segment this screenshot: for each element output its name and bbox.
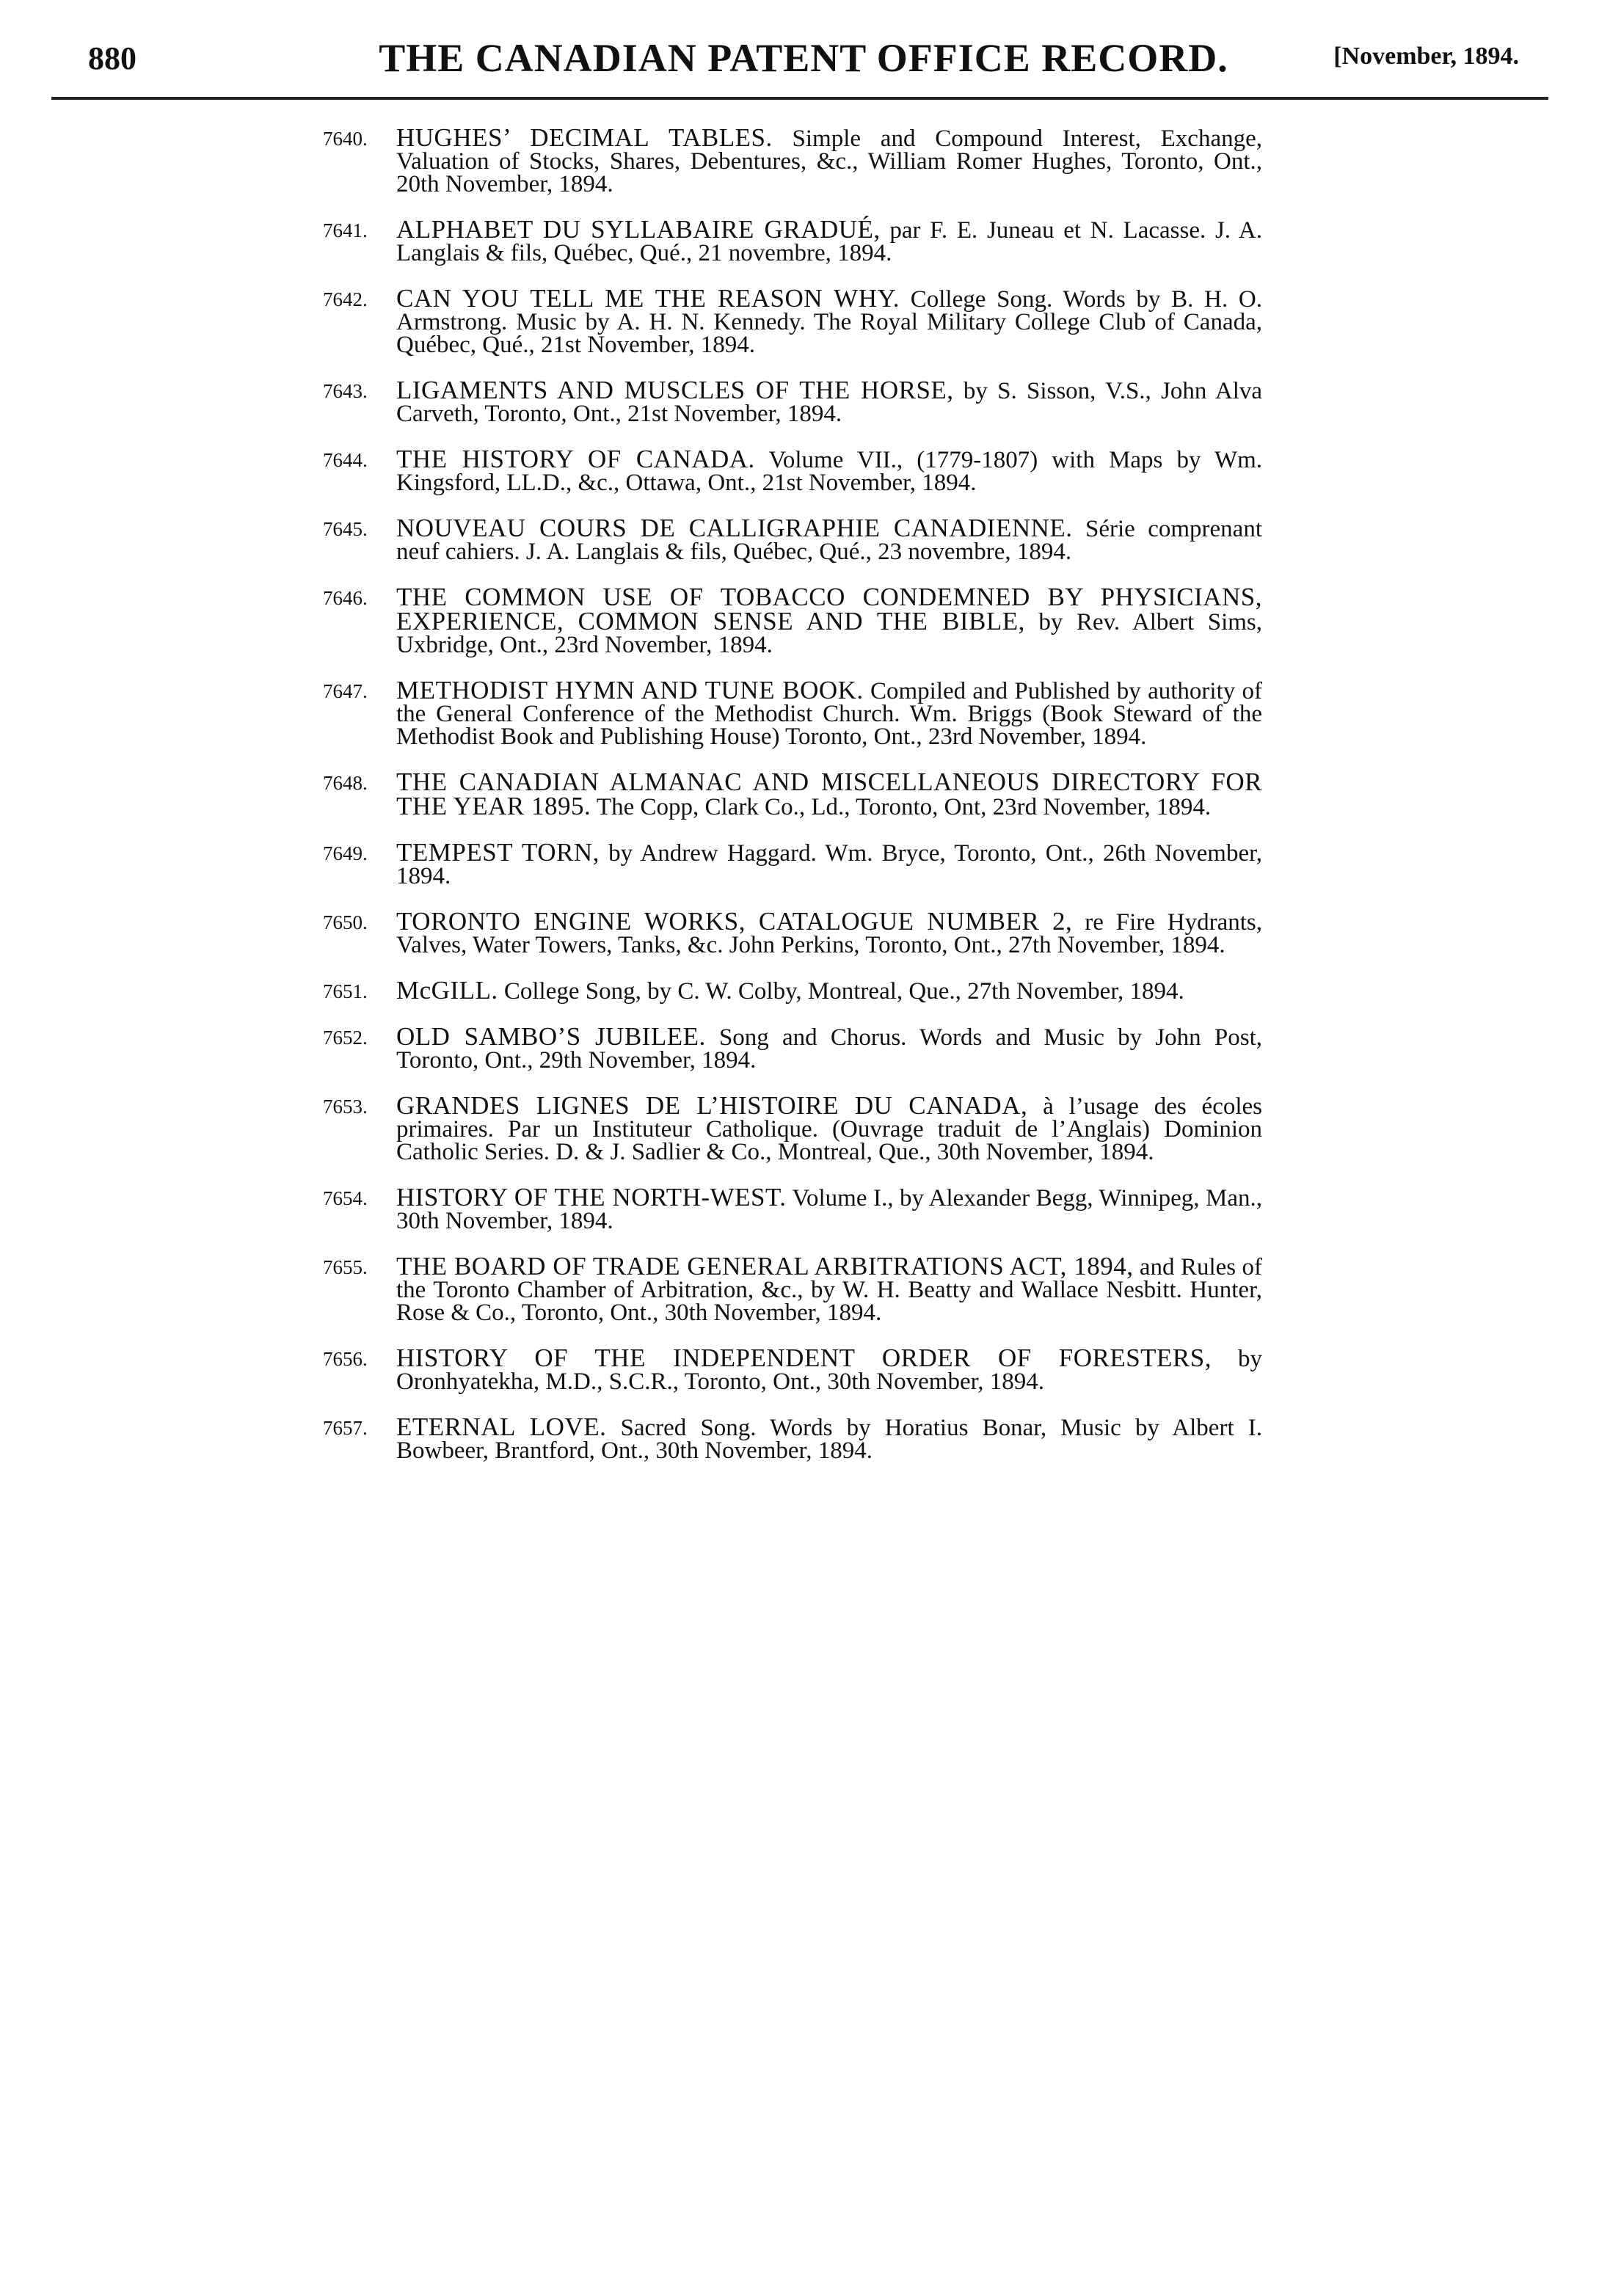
list-item [323,770,1262,819]
entry-title: HISTORY OF THE NORTH-WEST. [396,1183,787,1211]
list-item [323,1252,1262,1326]
entry-number: 7651. [323,980,368,1002]
entry-title: LIGAMENTS AND MUSCLES OF THE HORSE, [396,376,954,404]
entry-number: 7654. [323,1187,368,1209]
page-header [88,29,1519,81]
list-item [323,284,1263,358]
entry-description: Volume I., by Alexander Begg, Winnipeg, Man., 30th November, 1894. [396,1185,1262,1234]
entry-title: THE COMMON USE OF TOBACCO CONDEMNED BY PHYSICIANS, EXPERIENCE, COMMON SENSE AND THE BIBLE, [396,583,1262,635]
entry-number: 7647. [323,680,368,702]
entry-title: THE BOARD OF TRADE GENERAL ARBITRATIONS ACT, 1894, [396,1252,1134,1280]
entry-description: Compiled and Published by authority of the General Conference of the Methodist Church. Wm. Briggs (Book Steward of the Methodist Book and Publishing House) Toronto, Ont., 23rd November, 1894. [396,678,1263,750]
issue-date: [November, 1894. [1333,43,1519,70]
page-number: 880 [88,40,136,76]
entry-description: College Song. Words by B. H. O. Armstrong. Music by A. H. N. Kennedy. The Royal Military College Club of Canada, Québec, Qué., 21st November, 1894. [396,286,1263,358]
entry-description: College Song, by C. W. Colby, Montreal, Que., 27th November, 1894. [503,978,1184,1005]
entry-title: CAN YOU TELL ME THE REASON WHY. [396,284,900,313]
entry-number: 7655. [323,1256,368,1278]
entry-number: 7642. [323,288,368,310]
list-item [323,1415,1262,1462]
entry-description: by Oronhyatekha, M.D., S.C.R., Toronto, Ont., 30th November, 1894. [396,1346,1263,1395]
entry-description: Sacred Song. Words by Horatius Bonar, Music by Albert I. Bowbeer, Brantford, Ont., 30th November, 1894. [396,1415,1263,1464]
entry-title: NOUVEAU COURS DE CALLIGRAPHIE CANADIENNE. [396,514,1073,542]
entry-title: GRANDES LIGNES DE L’HISTOIRE DU CANADA, [396,1091,1028,1120]
entry-number: 7649. [323,842,368,864]
list-item [323,1091,1263,1165]
list-item [323,123,1262,197]
entry-number: 7641. [323,219,368,241]
entry-description: par F. E. Juneau et N. Lacasse. J. A. Langlais & fils, Québec, Qué., 21 novembre, 1894. [396,217,1262,266]
entry-number: 7656. [323,1348,368,1370]
list-item [323,838,1263,889]
list-item [323,1183,1262,1234]
entry-title: ETERNAL LOVE. [396,1413,607,1441]
entry-number: 7644. [323,449,368,471]
entry-title: TORONTO ENGINE WORKS, CATALOGUE NUMBER 2, [396,907,1073,936]
entry-title: THE CANADIAN ALMANAC AND MISCELLANEOUS DIRECTORY FOR THE YEAR 1895. [396,768,1262,820]
entry-number: 7648. [323,772,368,794]
entry-description: The Copp, Clark Co., Ld., Toronto, Ont, 23rd November, 1894. [596,794,1212,820]
list-item [323,907,1262,958]
list-item [323,1346,1262,1393]
entry-number: 7646. [323,587,368,609]
list-item [323,676,1263,750]
entry-number: 7653. [323,1096,368,1118]
entry-title: ALPHABET DU SYLLABAIRE GRADUÉ, [396,215,881,244]
list-item [323,514,1262,565]
list-item [323,376,1263,427]
entry-title: THE HISTORY OF CANADA. [396,445,755,473]
entry-title: McGILL. [396,976,498,1005]
entry-description: and Rules of the Toronto Chamber of Arbitration, &c., by W. H. Beatty and Wallace Nesbitt. Hunter, Rose & Co., Toronto, Ont., 30th November, 1894. [396,1254,1262,1326]
entry-description: by Andrew Haggard. Wm. Bryce, Toronto, Ont., 26th November, 1894. [396,840,1263,889]
entry-description: by Rev. Albert Sims, Uxbridge, Ont., 23rd November, 1894. [396,609,1263,658]
entry-number: 7643. [323,380,368,402]
entry-description: Volume VII., (1779-1807) with Maps by Wm. Kingsford, LL.D., &c., Ottawa, Ont., 21st November, 1894. [396,447,1263,496]
entry-title: OLD SAMBO’S JUBILEE. [396,1022,706,1051]
entry-description: Song and Chorus. Words and Music by John Post, Toronto, Ont., 29th November, 1894. [396,1024,1262,1074]
header-rule [51,97,1548,100]
list-item [323,1022,1262,1074]
list-item [323,215,1262,266]
entry-description: à l’usage des écoles primaires. Par un Instituteur Catholique. (Ouvrage traduit de l’Anglais) Dominion Catholic Series. D. & J. Sadlier & Co., Montreal, Que., 30th November, 1894. [396,1093,1263,1165]
entry-description: Série comprenant neuf cahiers. J. A. Langlais & fils, Québec, Qué., 23 novembre, 1894. [396,516,1262,565]
entry-number: 7652. [323,1027,368,1049]
entry-number: 7640. [323,128,368,150]
entry-number: 7645. [323,518,368,540]
entry-description: by S. Sisson, V.S., John Alva Carveth, Toronto, Ont., 21st November, 1894. [396,378,1263,427]
entry-description: Simple and Compound Interest, Exchange, Valuation of Stocks, Shares, Debentures, &c., William Romer Hughes, Toronto, Ont., 20th November, 1894. [396,125,1262,197]
entry-title: METHODIST HYMN AND TUNE BOOK. [396,676,864,704]
entry-list [323,123,1263,1484]
journal-title: THE CANADIAN PATENT OFFICE RECORD. [379,36,1228,80]
entry-number: 7657. [323,1417,368,1439]
list-item [323,976,1262,1005]
entry-title: TEMPEST TORN, [396,838,600,867]
entry-description: re Fire Hydrants, Valves, Water Towers, Tanks, &c. John Perkins, Toronto, Ont., 27th November, 1894. [396,909,1262,958]
entry-title: HISTORY OF THE INDEPENDENT ORDER OF FORESTERS, [396,1344,1212,1372]
entry-title: HUGHES’ DECIMAL TABLES. [396,123,773,152]
list-item [323,445,1263,496]
list-item [323,583,1263,658]
entry-number: 7650. [323,911,368,933]
